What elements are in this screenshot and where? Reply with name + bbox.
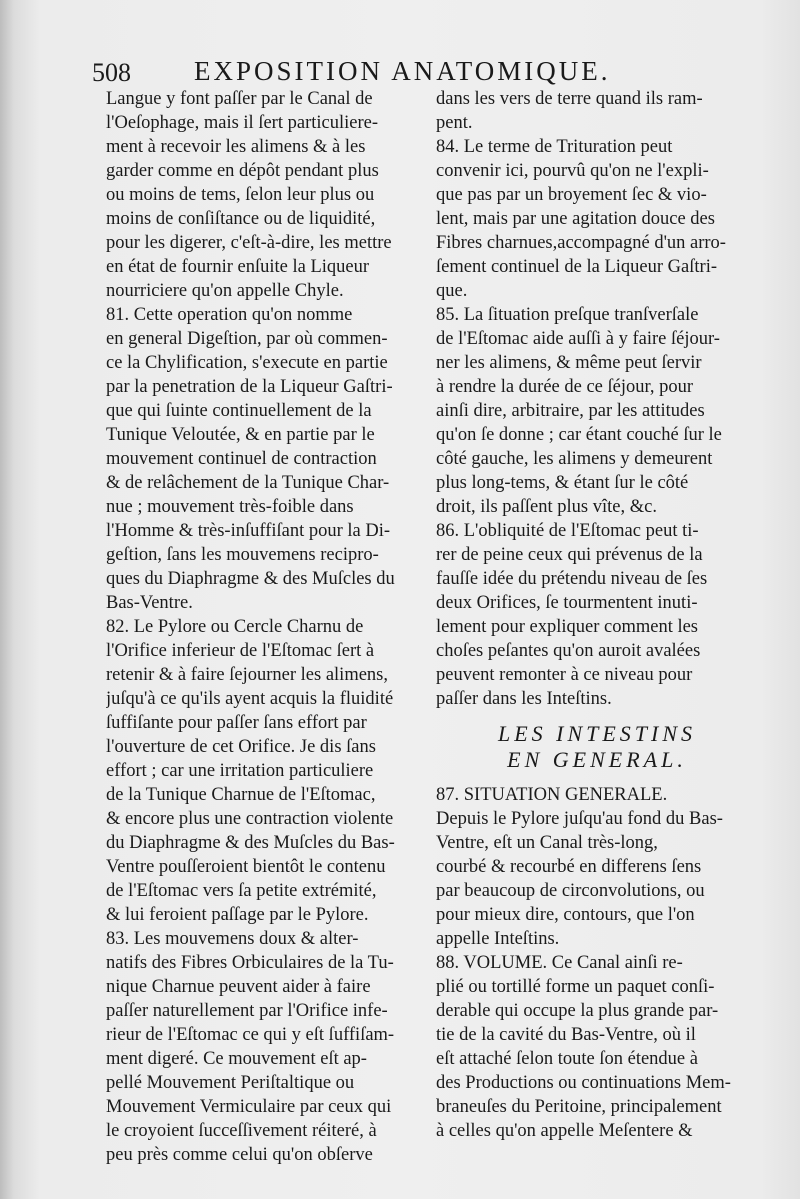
text-line: Ventre, eſt un Canal très-long, <box>436 833 658 853</box>
text-line: qu'on ſe donne ; car étant couché ſur le <box>436 425 722 445</box>
text-line: Langue y font paſſer par le Canal de <box>106 89 373 109</box>
text-line: geſtion, ſans les mouvemens recipro- <box>106 545 379 565</box>
text-line: derable qui occupe la plus grande par- <box>436 1001 719 1021</box>
text-line: paſſer dans les Inteſtins. <box>436 689 612 709</box>
section-title-line2: EN GENERAL. <box>507 747 687 772</box>
text-line: que qui ſuinte continuellement de la <box>106 401 372 421</box>
text-line: plus long-tems, & étant ſur le côté <box>436 473 689 493</box>
text-line: l'ouverture de cet Orifice. Je dis ſans <box>106 737 376 757</box>
text-line: ſement continuel de la Liqueur Gaſtri- <box>436 257 717 277</box>
text-line: fauſſe idée du prétendu niveau de ſes <box>436 569 708 589</box>
text-line: de l'Eſtomac aide auſſi à y faire ſéjour- <box>436 329 720 349</box>
text-line: 83. Les mouvemens doux & alter- <box>106 929 359 949</box>
text-line: natifs des Fibres Orbiculaires de la Tu- <box>106 953 394 973</box>
text-line: en general Digeſtion, par où commen- <box>106 329 388 349</box>
text-line: que. <box>436 281 468 301</box>
text-line: ment digeré. Ce mouvement eſt ap- <box>106 1049 367 1069</box>
section-title-line1: LES INTESTINS <box>497 721 697 746</box>
text-line: par beaucoup de circonvolutions, ou <box>436 881 705 901</box>
text-line: deux Orifices, ſe tourmentent inuti- <box>436 593 698 613</box>
text-line: convenir ici, pourvû qu'on ne l'expli- <box>436 161 709 181</box>
text-line: des Productions ou continuations Mem- <box>436 1073 731 1093</box>
text-line: ner les alimens, & même peut ſervir <box>436 353 702 373</box>
text-line: & de relâchement de la Tunique Char- <box>106 473 390 493</box>
text-line: nue ; mouvement très-foible dans <box>106 497 354 517</box>
text-line: effort ; car une irritation particuliere <box>106 761 374 781</box>
text-line: le croyoient ſucceſſivement réiteré, à <box>106 1121 377 1141</box>
text-line: braneuſes du Peritoine, principalement <box>436 1097 722 1117</box>
text-line: Fibres charnues,accompagné d'un arro- <box>436 233 726 253</box>
page-number: 508 <box>92 58 131 87</box>
text-line: appelle Inteſtins. <box>436 929 560 949</box>
text-line: 81. Cette operation qu'on nomme <box>106 305 353 325</box>
text-line: juſqu'à ce qu'ils ayent acquis la fluidité <box>106 689 394 709</box>
text-line: nourriciere qu'on appelle Chyle. <box>106 281 344 301</box>
text-line: de l'Eſtomac vers ſa petite extrémité, <box>106 881 377 901</box>
text-line: plié ou tortillé forme un paquet conſi- <box>436 977 715 997</box>
text-line: pent. <box>436 113 473 133</box>
left-column <box>106 87 428 1167</box>
text-line: 85. La ſituation preſque tranſverſale <box>436 305 699 325</box>
text-line: 87. SITUATION GENERALE. <box>436 785 668 805</box>
text-line: 88. VOLUME. Ce Canal ainſi re- <box>436 953 683 973</box>
text-line: en état de fournir enſuite la Liqueur <box>106 257 370 277</box>
text-line: ainſi dire, arbitraire, par les attitudes <box>436 401 705 421</box>
text-line: moins de conſiſtance ou de liquidité, <box>106 209 376 229</box>
text-line: & encore plus une contraction violente <box>106 809 394 829</box>
text-line: 84. Le terme de Trituration peut <box>436 137 673 157</box>
text-line: peuvent remonter à ce niveau pour <box>436 665 693 685</box>
text-line: ques du Diaphragme & des Muſcles du <box>106 569 395 589</box>
right-column-bottom-text <box>436 783 758 1143</box>
text-line: Ventre pouſſeroient bientôt le contenu <box>106 857 386 877</box>
text-line: que pas par un broyement ſec & vio- <box>436 185 707 205</box>
text-line: retenir & à faire ſejourner les alimens, <box>106 665 388 685</box>
text-line: pellé Mouvement Periſtaltique ou <box>106 1073 355 1093</box>
text-line: 86. L'obliquité de l'Eſtomac peut ti- <box>436 521 699 541</box>
text-line: lement pour expliquer comment les <box>436 617 699 637</box>
text-line: pour les digerer, c'eſt-à-dire, les mettre <box>106 233 392 253</box>
text-line: par la penetration de la Liqueur Gaſtri- <box>106 377 393 397</box>
running-title: EXPOSITION ANATOMIQUE. <box>194 56 611 86</box>
text-line: choſes peſantes qu'on auroit avalées <box>436 641 701 661</box>
spacer <box>436 711 758 721</box>
text-line: pour mieux dire, contours, que l'on <box>436 905 695 925</box>
text-line: paſſer naturellement par l'Orifice infe- <box>106 1001 388 1021</box>
text-line: à rendre la durée de ce ſéjour, pour <box>436 377 694 397</box>
text-line: & lui feroient paſſage par le Pylore. <box>106 905 369 925</box>
text-line: côté gauche, les alimens y demeurent <box>436 449 713 469</box>
right-column-top-text <box>436 87 758 711</box>
text-line: eſt attaché ſelon toute ſon étendue à <box>436 1049 698 1069</box>
text-line: ſuffiſante pour paſſer ſans effort par <box>106 713 367 733</box>
text-line: rieur de l'Eſtomac ce qui y eſt ſuffiſam- <box>106 1025 395 1045</box>
text-line: peu près comme celui qu'on obſerve <box>106 1145 373 1165</box>
text-line: l'Oeſophage, mais il ſert particuliere- <box>106 113 378 133</box>
text-line: rer de peine ceux qui prévenus de la <box>436 545 703 565</box>
text-line: Mouvement Vermiculaire par ceux qui <box>106 1097 392 1117</box>
text-line: Bas-Ventre. <box>106 593 193 613</box>
spacer <box>436 773 758 783</box>
text-line: mouvement continuel de contraction <box>106 449 377 469</box>
text-line: Depuis le Pylore juſqu'au fond du Bas- <box>436 809 723 829</box>
text-line: garder comme en dépôt pendant plus <box>106 161 379 181</box>
text-line: Tunique Veloutée, & en partie par le <box>106 425 375 445</box>
text-line: tie de la cavité du Bas-Ventre, où il <box>436 1025 696 1045</box>
text-line: l'Homme & très-inſuffiſant pour la Di- <box>106 521 391 541</box>
text-line: nique Charnue peuvent aider à faire <box>106 977 371 997</box>
text-line: ce la Chylification, s'execute en partie <box>106 353 388 373</box>
text-line: dans les vers de terre quand ils ram- <box>436 89 703 109</box>
text-line: du Diaphragme & des Muſcles du Bas- <box>106 833 395 853</box>
text-line: droit, ils paſſent plus vîte, &c. <box>436 497 657 517</box>
right-column <box>436 87 758 1143</box>
text-line: ou moins de tems, ſelon leur plus ou <box>106 185 375 205</box>
text-line: courbé & recourbé en differens ſens <box>436 857 702 877</box>
text-line: à celles qu'on appelle Meſentere & <box>436 1121 693 1141</box>
text-line: lent, mais par une agitation douce des <box>436 209 715 229</box>
text-line: ment à recevoir les alimens & à les <box>106 137 366 157</box>
text-line: l'Orifice inferieur de l'Eſtomac ſert à <box>106 641 375 661</box>
text-line: 82. Le Pylore ou Cercle Charnu de <box>106 617 364 637</box>
page-header <box>92 52 752 92</box>
text-line: de la Tunique Charnue de l'Eſtomac, <box>106 785 376 805</box>
